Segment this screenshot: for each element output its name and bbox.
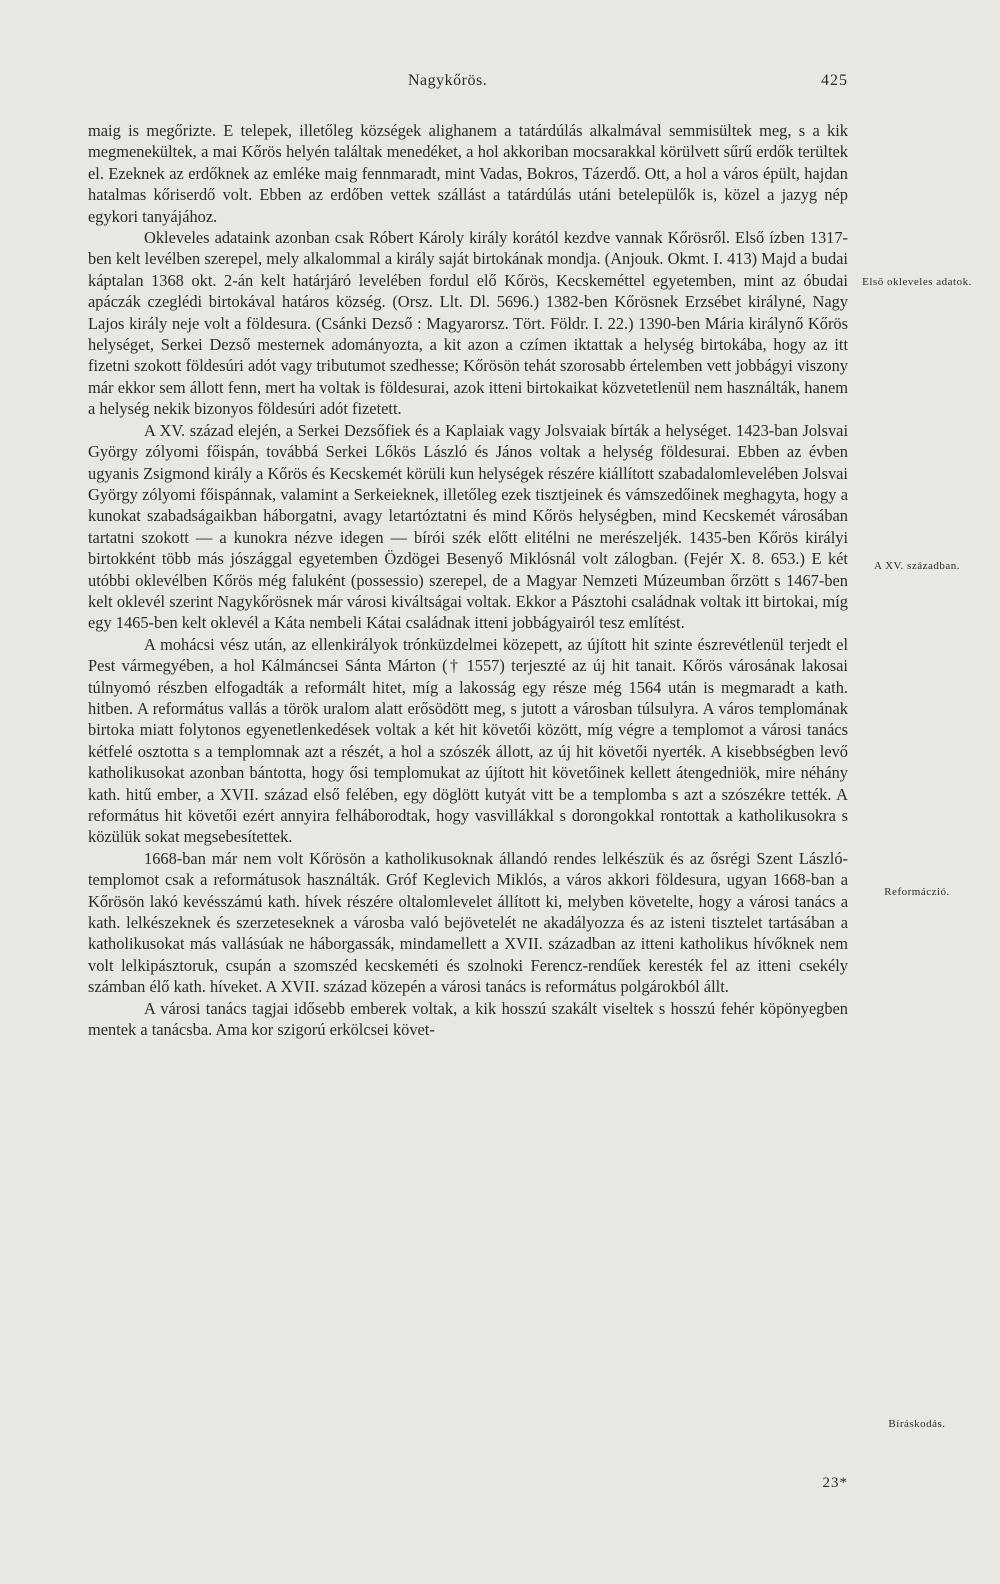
paragraph: A mohácsi vész után, az ellenkirályok trónküzdelmei közepett, az újított hit szinte észrevétlenül terjedt el Pest vármegyében, a hol Kálmáncsei Sánta Márton († 1557) terjeszté az új hit tanait. Kőrös városának lakosai túlnyomó részben elfogadták a reformált hitet, míg a lakosság egy része még 1564 után is megmaradt a kath. hitben. A református vallás a török uralom alatt erősödött meg, s jutott a városban túlsulyra. A város templomának birtoka miatt folytonos egyenetlenkedések voltak a két hit követői között, míg végre a templomot a városi tanács kétfelé osztotta s a templomnak azt a részét, a hol a szószék állott, az új hit követői nyerték. A kisebbségben levő katholikusokat azonban bántotta, hogy ősi templomukat az újított hit követőinek kellett átengedniök, mire néhány kath. hitű ember, a XVII. század első felében, egy döglött kutyát vitt be a templomba s azt a szószékre tették. A református hit követői ezért annyira felháborodtak, hogy vasvillákkal s dorongokkal rontottak a katholikusokra s közülük sokat megsebesítettek. <box>88 634 848 847</box>
signature-mark: 23* <box>822 1475 848 1491</box>
margin-note: Reformáczió. <box>884 886 950 898</box>
page-header <box>88 72 848 96</box>
page-number: 425 <box>821 72 848 89</box>
body-text <box>88 120 848 1040</box>
margin-note: A XV. században. <box>874 560 960 572</box>
paragraph: Okleveles adataink azonban csak Róbert Károly király korától kezdve vannak Kőrösről. Első ízben 1317-ben kelt levélben szerepel, mely alkalommal a király saját birtokának mondja. (Anjouk. Okmt. I. 413) Majd a budai káptalan 1368 okt. 2-án kelt határjáró levelében fordul elő Kőrös, Kecskeméttel egyetemben, mint az óbudai apáczák czeglédi birtokával határos község. (Orsz. Llt. Dl. 5696.) 1382-ben Kőrösnek Erzsébet királyné, Nagy Lajos király neje volt a földesura. (Csánki Dezső : Magyarorsz. Tört. Földr. I. 22.) 1390-ben Mária királynő Kőrös helységet, Serkei Dezső mesternek adományozta, a kit azon a czímen iktattak a helység birtokába, hogy az itt fizetni szokott földesúri adót vagy tributumot szedhesse; Kőrösön tehát szorosabb értelemben vett jobbágyi viszony már ekkor sem állott fenn, mert ha voltak is földesurai, azok itteni birtokaikat közvetetlenül nem használták, hanem a helység nekik bizonyos földesúri adót fizetett. <box>88 228 848 419</box>
paragraph: A városi tanács tagjai idősebb emberek voltak, a kik hosszú szakált viseltek s hosszú fehér köpönyegben mentek a tanácsba. Ama kor szigorú erkölcsei követ- <box>88 998 848 1040</box>
paragraph: A XV. század elején, a Serkei Dezsőfiek és a Kaplaiak vagy Jolsvaiak bírták a helységet. 1423-ban Jolsvai György zólyomi főispán, továbbá Serkei Lőkös László és János voltak a helység földesurai. Ebben az évben ugyanis Zsigmond király a Kőrös és Kecskemét körüli kun helységek részére kiállított szabadalomlevelében Jolsvai György zólyomi főispánnak, valamint a Serkeieknek, illetőleg ezek tisztjeinek és vámszedőinek meghagyta, hogy a kunokat szabadságaikban háborgatni, avagy letartóztatni és mind Kőrös helységben, mind Kecskemét városában tartatni szokott — a kunokra nézve idegen — bírói szék előtt elitélni ne merészeljék. 1435-ben Kőrös királyi birtokként több más jószággal egyetemben Özdögei Besenyő Miklósnál volt zálogban. (Fejér X. 8. 653.) E két utóbbi oklevélben Kőrös még faluként (possessio) szerepel, de a Magyar Nemzeti Múzeumban őrzött s 1467-ben kelt oklevél szerint Nagykőrösnek már városi kiváltságai voltak. Ekkor a Pásztohi családnak voltak itt birtokai, míg egy 1465-ben kelt oklevél a Káta nembeli Kátai családnak itteni jobbágyairól tesz említést. <box>88 420 848 633</box>
margin-note: Bíráskodás. <box>888 1418 946 1430</box>
running-title: Nagykőrös. <box>408 72 488 89</box>
paragraph: 1668-ban már nem volt Kőrösön a katholikusoknak állandó rendes lelkészük és az ősrégi Szent László-templomot csak a reformátusok használták. Gróf Keglevich Miklós, a város akkori földesura, ugyan 1668-ban a Kőrösön lakó kevésszámú kath. hívek részére oltalomlevelet állított ki, melyben követelte, hogy a városi tanács a kath. lelkészeknek és szerzeteseknek a városba való bejövetelét ne akadályozza és az isteni tisztelet tartásában a katholikusokat más vallásúak ne háborgassák, mindamellett a XVII. században az itteni katholikus hívőknek nem volt lelkipásztoruk, csupán a szomszéd kecskeméti és szolnoki Ferencz-rendűek keresték fel az itteni csekély számban élő kath. híveket. A XVII. század közepén a városi tanács is református polgárokból állt. <box>88 848 848 997</box>
paragraph: maig is megőrizte. E telepek, illetőleg községek alighanem a tatárdúlás alkalmával semmisültek meg, s a kik megmenekültek, a mai Kőrös helyén találtak menedéket, a hol akkoriban mocsarakkal körülvett sűrű erdők terültek el. Ezeknek az erdőknek az emléke maig fennmaradt, mint Vadas, Bokros, Tázerdő. Ott, a hol a város épült, hajdan hatalmas kőriserdő volt. Ebben az erdőben vettek szállást a tatárdúlás utáni betelepülők is, közel a jazyg nép egykori tanyájához. <box>88 121 848 226</box>
margin-note: Első okleveles adatok. <box>862 276 972 288</box>
